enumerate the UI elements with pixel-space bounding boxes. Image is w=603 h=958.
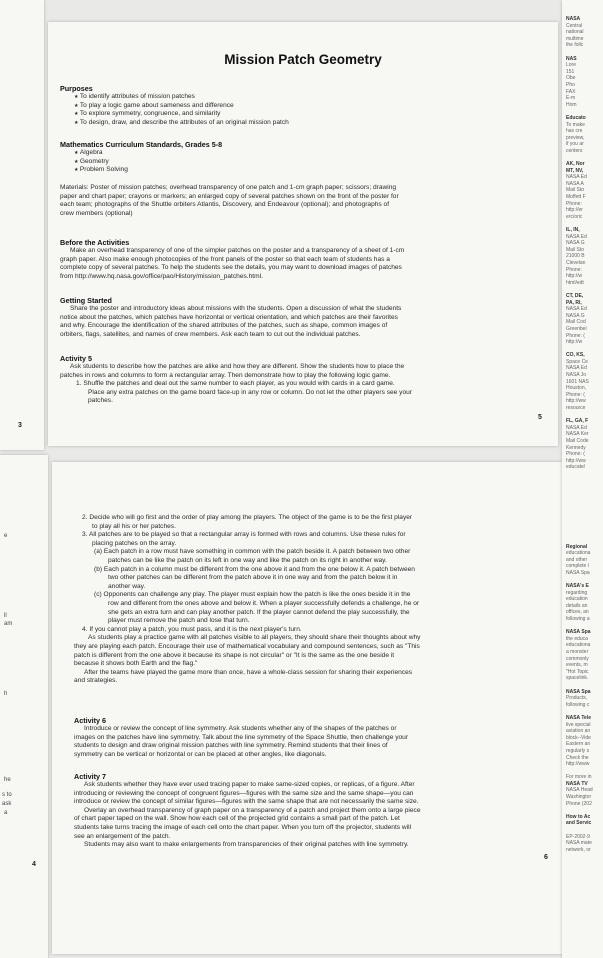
right-strip-line: EP-2002-9 xyxy=(566,833,590,840)
right-strip-line: http://w xyxy=(566,339,583,346)
right-strip-line: NASA Ed xyxy=(566,174,587,181)
right-strip-line: MT, NV, xyxy=(566,167,584,174)
right-strip-line: resource xyxy=(566,405,586,412)
rules-line: they are playing each patch. Encourage their use of mathematical vocabulary and compound sentences, such as "This xyxy=(74,642,420,650)
right-strip-line: Eastern an xyxy=(566,741,591,748)
right-strip-line: NAS xyxy=(566,55,577,62)
right-strip-line: http://w xyxy=(566,273,583,280)
right-strip-line: NASA A xyxy=(566,180,584,187)
right-strip-line: following c xyxy=(566,701,590,708)
right-strip-line: commonly xyxy=(566,655,589,662)
right-strip-line: 1601 NAS xyxy=(566,378,589,385)
activity-6-line: images on the patches have line symmetry. Talk about the line symmetry of the Space Shuttle, then challenge your xyxy=(74,733,409,741)
purpose-item: ★ To explore symmetry, congruence, and similarity xyxy=(60,110,540,119)
standard-item: ★ Geometry xyxy=(60,158,540,167)
right-strip-line: NASA Spa xyxy=(566,688,591,695)
activity-7-line: of chart paper taped on the wall. Show how each cell of the projected grid contains a small part of the patch. Let xyxy=(74,815,400,823)
rules-line: two other patches can be different from the patch above it in one way and from the patch below it in xyxy=(108,574,398,582)
right-strip-line: national xyxy=(566,29,584,36)
purpose-item: ★ To identify attributes of mission patches xyxy=(60,93,540,102)
rules-line: and strategies. xyxy=(74,677,118,685)
left-page-fragment-lower xyxy=(0,455,48,958)
right-strip-line: events, m xyxy=(566,662,588,669)
activity-7-line: students take turns tracing the image of each cell onto the chart paper. When you turn off the projector, students will xyxy=(74,823,412,831)
right-strip-line xyxy=(566,517,593,524)
materials-line: paper and chart paper; crayons or markers; an enlarged copy of several patches shown on the front of the poster for xyxy=(60,192,399,200)
rules-line: 4. If you cannot play a patch, you must pass, and it is the next player's turn. xyxy=(82,625,302,633)
right-strip-line: block--Vide xyxy=(566,734,591,741)
right-strip-line: IL, IN, xyxy=(566,227,580,233)
right-strip-line: multime xyxy=(566,35,584,42)
started-line: and why. Encourage the identification of the shared attributes of the patches, such as shape, common images of xyxy=(60,322,388,330)
right-strip-line: E-m xyxy=(566,95,576,102)
activity-5-line: Place any extra patches on the game board face-up in any row or column. Do not let the other players see your xyxy=(88,388,413,396)
right-strip-line: Kennedy xyxy=(566,444,586,451)
right-strip-line xyxy=(566,504,593,511)
right-strip-line: Regional xyxy=(566,543,588,550)
right-strip-line xyxy=(566,511,593,518)
page-number: 5 xyxy=(538,414,542,421)
right-strip-line: live special xyxy=(566,721,591,728)
right-strip-line: NASA Spa xyxy=(566,569,590,576)
right-strip-line: Houston, xyxy=(566,385,587,392)
materials-line: each team; photographs of the Shuttle orbiters Atlantis, Discovery, and Endeavour (optional); and photographs of xyxy=(60,201,390,209)
right-strip-line: NASA Ed xyxy=(566,233,587,240)
right-strip-line xyxy=(566,682,593,689)
activity-5-heading: Activity 5 xyxy=(60,354,92,363)
right-strip-line: Clevelan xyxy=(566,259,586,266)
right-strip-line: NASA's E xyxy=(566,583,589,590)
before-line: graph paper. Also make enough photocopies of the front panels of the poster so that each team of students has a xyxy=(60,255,390,263)
right-strip-line: How to Ac xyxy=(566,813,591,820)
activity-7-line: Overlay an overhead transparency of graph paper on a transparency of a patch and project them onto a large piece xyxy=(84,806,421,814)
right-strip-line: http://er xyxy=(566,207,583,214)
activity-6-line: students to design and draw original mission patches with line symmetry. Remind students that their lines of xyxy=(74,742,388,750)
right-strip-line: Mail Sto xyxy=(566,187,585,194)
right-strip-line: NASA G xyxy=(566,240,585,247)
right-strip-line: Hom xyxy=(566,101,577,108)
right-strip-line: regularly s xyxy=(566,747,590,754)
rules-line: patches can be like the patch on its left in one way and like the patch on its right in another way. xyxy=(108,556,387,564)
left-page-number-lower: 4 xyxy=(32,861,36,868)
rules-line: (a) Each patch in a row must have something in common with the patch beside it. A patch between two other xyxy=(94,548,411,556)
right-strip-line: spacelink. xyxy=(566,675,589,682)
activity-5-line: patches in rows and columns to form a rectangular array. Then demonstrate how to play the following logic game. xyxy=(60,371,391,379)
activity-5-section xyxy=(60,354,548,406)
page-6 xyxy=(52,462,562,954)
right-strip-line: NASA Ed xyxy=(566,365,587,372)
right-strip-line: NASA Ker xyxy=(566,431,589,438)
right-strip-line: To make xyxy=(566,121,585,128)
before-heading: Before the Activities xyxy=(60,238,130,247)
activity-7-heading: Activity 7 xyxy=(74,772,106,781)
right-page-text xyxy=(566,16,593,853)
right-strip-line: Central xyxy=(566,22,583,29)
right-strip-line xyxy=(566,708,593,715)
right-strip-line: details an xyxy=(566,602,588,609)
right-strip-line: Phone: xyxy=(566,200,582,207)
page-5 xyxy=(48,22,558,446)
right-strip-line: html/edt xyxy=(566,279,584,286)
standard-item: ★ Problem Solving xyxy=(60,166,540,175)
margin-fragment: s to xyxy=(2,792,12,798)
rules-line: After the teams have played the game more than once, have a whole-class session for sharing their experiences xyxy=(84,668,413,676)
right-strip-line xyxy=(566,807,593,814)
right-strip-line xyxy=(566,491,593,498)
right-strip-line: NASA G xyxy=(566,312,585,319)
right-strip-line: FAX xyxy=(566,88,576,95)
purposes-heading: Purposes xyxy=(60,84,93,93)
right-strip-line: Products, xyxy=(566,695,588,702)
right-strip-line: Washingtor xyxy=(566,794,592,801)
right-strip-line: Check the xyxy=(566,754,589,761)
right-strip-line xyxy=(566,220,593,227)
right-strip-line: NASA xyxy=(566,16,581,22)
right-strip-line: Space Ce xyxy=(566,358,588,365)
standards-section xyxy=(60,140,540,175)
rules-line: patch is different from the one above it because its shape is not circular" or "It is the same as the one beside it xyxy=(74,651,395,659)
right-strip-line: 21000 B xyxy=(566,253,585,260)
right-strip-line: a monster xyxy=(566,649,589,655)
materials-section xyxy=(60,184,548,218)
activity-7-line: introducing or reviewing the concept of congruent figures—figures with the same size and the same shape—you can xyxy=(74,789,414,797)
activity-5-line: patches. xyxy=(88,397,113,405)
right-strip-line: NASA TV xyxy=(566,780,588,787)
margin-fragment: ll xyxy=(4,613,7,619)
right-strip-line: educationa xyxy=(566,642,591,649)
standards-heading: Mathematics Curriculum Standards, Grades 5-8 xyxy=(60,140,223,149)
margin-fragment: he xyxy=(4,777,11,783)
right-strip-line: educationa xyxy=(566,550,591,557)
activity-5-line: 1. Shuffle the patches and deal out the same number to each player, as you would with cards in a card game. xyxy=(76,380,395,388)
right-strip-line xyxy=(566,49,593,56)
right-strip-line: regarding xyxy=(566,589,588,596)
right-strip-line xyxy=(566,478,593,485)
right-strip-line: Greenbel xyxy=(566,325,587,332)
right-strip-line: Moffett F xyxy=(566,194,586,201)
activity-6-line: Introduce or review the concept of line symmetry. Ask students whether any of the shapes of the patches or xyxy=(84,725,397,732)
right-strip-line: NASA Head xyxy=(566,787,593,794)
right-strip-line: Mail Sto xyxy=(566,246,585,253)
activity-7-line: see an enlargement of the patch. xyxy=(74,832,171,840)
activity-7-line: Students may also want to make enlargements from transparencies of their original patches with line symmetry. xyxy=(84,841,409,849)
purpose-item: ★ To play a logic game about sameness and difference xyxy=(60,102,540,111)
right-strip-line: and other xyxy=(566,556,588,563)
right-strip-line: http://ww xyxy=(566,398,586,405)
right-strip-line: FL, GA, F xyxy=(566,418,589,425)
purposes-section xyxy=(60,84,540,127)
standard-item: ★ Algebra xyxy=(60,149,540,158)
purpose-item: ★ To design, draw, and describe the attributes of an original mission patch xyxy=(60,119,540,128)
right-strip-line: the educa xyxy=(566,635,588,642)
getting-started-section xyxy=(60,296,548,339)
before-line: from http://www.hq.nasa.gov/office/pao/History/mission_patches.html. xyxy=(60,272,263,280)
right-strip-line: the follc xyxy=(566,42,584,49)
right-strip-line: Lore xyxy=(566,62,577,69)
before-activities-section xyxy=(60,238,548,281)
right-strip-line: NASA Spa xyxy=(566,629,591,636)
right-strip-line: network, or xyxy=(566,846,591,853)
right-strip-line: following a xyxy=(566,616,590,623)
game-rules-section xyxy=(74,514,558,686)
right-strip-line: has cre xyxy=(566,128,583,135)
right-strip-line xyxy=(566,346,593,353)
right-strip-line: For more in xyxy=(566,774,592,781)
right-strip-line xyxy=(566,623,593,630)
before-line: Make an overhead transparency of one of the simpler patches on the poster and a transparency of a sheet of 1-cm xyxy=(70,247,405,254)
rules-line: 2. Decide who will go first and the order of play among the players. The object of the game is to be the first player xyxy=(82,514,413,521)
right-strip-line xyxy=(566,768,593,775)
materials-line: Materials: Poster of mission patches; overhead transparency of one patch and 1-cm graph paper; scissors; drawing xyxy=(60,184,397,191)
right-strip-line: Educato xyxy=(566,114,586,121)
rules-line: 3. All patches are to be played so that a rectangular array is formed with rows and columns. Use these rules for xyxy=(82,531,406,539)
right-strip-line: NASA mate xyxy=(566,840,592,847)
right-strip-line: Mail Cod xyxy=(566,319,586,326)
right-strip-line xyxy=(566,576,593,583)
activity-6-heading: Activity 6 xyxy=(74,716,106,725)
right-strip-line xyxy=(566,537,593,544)
right-strip-line: NASA Ed xyxy=(566,306,587,313)
right-strip-line: "Hot Topic xyxy=(566,668,589,675)
right-strip-line: if you ar xyxy=(566,141,584,148)
left-page-fragment xyxy=(0,0,44,450)
right-strip-line xyxy=(566,286,593,293)
activity-7-line: introduce or review the concept of similar figures—figures with the same shape that are not necessarily the same size. xyxy=(74,798,419,806)
rules-line: she gets an extra turn and can play another patch. If the player cannot defend the play successfully, the xyxy=(108,608,410,616)
materials-line: crew members (optional) xyxy=(60,209,133,217)
right-strip-line: AK, Nor xyxy=(566,161,585,168)
activity-6-line: symmetry can be vertical or horizontal or can be placed at other angles, like diagonals. xyxy=(74,750,327,758)
rules-line: to play all his or her patches. xyxy=(92,522,176,530)
right-strip-line: http://ww xyxy=(566,457,586,464)
right-strip-line xyxy=(566,471,593,478)
rules-line: player must remove the patch and lose that turn. xyxy=(108,617,250,625)
rules-line: because it shows both Earth and the flag." xyxy=(74,660,198,668)
margin-fragment: am xyxy=(4,621,13,627)
right-strip-line: Obe xyxy=(566,75,576,82)
right-strip-line: and Servic xyxy=(566,820,592,827)
right-strip-line: complete l xyxy=(566,563,589,570)
getting-started-heading: Getting Started xyxy=(60,296,112,305)
right-strip-line: PA, RI, xyxy=(566,299,582,306)
activity-5-line: Ask students to describe how the patches are alike and how they are different. Show the students how to place the xyxy=(70,363,405,370)
right-strip-line: Pho xyxy=(566,81,575,88)
rules-line: another way. xyxy=(108,582,146,590)
rules-line: (b) Each patch in a column must be different from the one above it and from the one below it. A patch between xyxy=(94,565,415,573)
right-strip-line: centers xyxy=(566,147,583,154)
right-strip-line: offices, an xyxy=(566,609,589,616)
margin-fragment: e xyxy=(4,533,8,539)
rules-line: placing patches on the array. xyxy=(92,539,177,547)
page-number: 6 xyxy=(544,854,548,861)
before-line: complete copy of several patches. To help the students see the details, you may want to download images of patches xyxy=(60,264,402,272)
right-strip-line: Phone: ( xyxy=(566,451,585,458)
page-title: Mission Patch Geometry xyxy=(224,52,382,67)
right-strip-line: Mail Code xyxy=(566,438,589,444)
rules-line: (c) Opponents can challenge any play. The player must explain how the patch is like the ones beside it in the xyxy=(94,591,411,599)
right-strip-line: Phone: ( xyxy=(566,332,585,339)
rules-line: row and different from the ones above and below it. When a player successfully defends a challenge, he or xyxy=(108,599,420,607)
started-line: notice about the patches, which patches have horizontal or vertical orientation, and which patches are their favorites xyxy=(60,313,398,321)
activity-6-section xyxy=(74,716,554,759)
right-strip-line: preview, xyxy=(566,134,585,141)
right-page-fragment xyxy=(562,0,603,958)
right-strip-line: education xyxy=(566,596,588,603)
right-strip-line xyxy=(566,530,593,537)
left-page-number: 3 xyxy=(18,422,22,429)
right-strip-line xyxy=(566,484,593,491)
right-strip-line: CO, KS, xyxy=(566,352,585,359)
right-strip-line: Phone: xyxy=(566,266,582,273)
activity-7-line: Ask students whether they have ever used tracing paper to make same-sized copies, or replicas, of a figure. After xyxy=(84,781,415,788)
right-strip-line xyxy=(566,108,593,115)
right-strip-line: aviation an xyxy=(566,728,591,735)
right-strip-line: http://www xyxy=(566,761,590,768)
right-strip-line: Phone (202 xyxy=(566,800,592,807)
right-strip-line xyxy=(566,412,593,419)
right-strip-line: NASA Jo xyxy=(566,372,587,379)
right-strip-line: erc/oric xyxy=(566,213,583,220)
activity-7-section xyxy=(74,772,554,850)
margin-fragment: a xyxy=(4,810,8,816)
started-line: orbiters, flags, satellites, and names of crew members. Ask each team to cut out the individual patches. xyxy=(60,330,361,338)
right-strip-line xyxy=(566,524,593,531)
right-strip-line: 151 xyxy=(566,68,575,75)
right-strip-line: CT, DE, xyxy=(566,292,584,299)
right-strip-line: educate/ xyxy=(566,464,586,471)
right-strip-line: Phone: ( xyxy=(566,391,585,398)
right-strip-line: NASA Tele xyxy=(566,714,592,721)
started-line: Share the poster and introductory ideas about missions with the students. Open a discussion of what the students xyxy=(70,305,402,312)
right-strip-line xyxy=(566,154,593,161)
rules-line: As students play a practice game with all patches visible to all players, they should share their thoughts about why xyxy=(88,634,421,642)
margin-fragment: ask xyxy=(2,801,12,807)
margin-fragment: h xyxy=(4,691,8,697)
right-strip-line xyxy=(566,497,593,504)
right-strip-line xyxy=(566,827,593,834)
right-strip-line: NASA Ed xyxy=(566,424,587,431)
